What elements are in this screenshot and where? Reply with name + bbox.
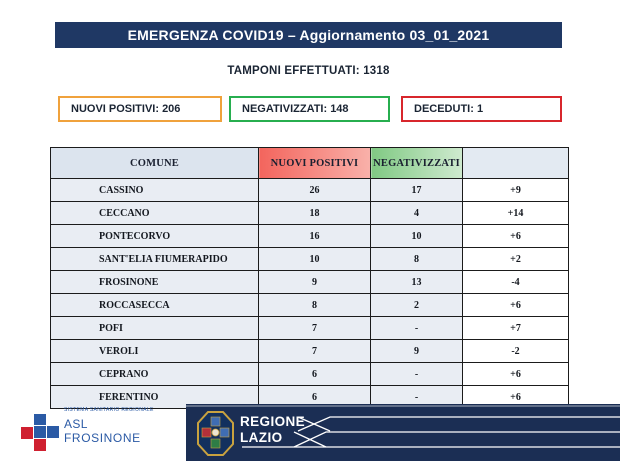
delta-cell: +7 xyxy=(463,317,569,340)
comune-cell: SANT'ELIA FIUMERAPIDO xyxy=(51,248,259,271)
comune-cell: FERENTINO xyxy=(51,386,259,409)
stat-box-deceduti xyxy=(401,96,562,122)
negativizzati-cell: 8 xyxy=(371,248,463,271)
comune-cell: POFI xyxy=(51,317,259,340)
asl-cross-icon xyxy=(20,413,60,455)
column-header-nuovi-positivi: NUOVI POSITIVI xyxy=(259,148,371,179)
column-header-delta xyxy=(463,148,569,179)
column-header-negativizzati: NEGATIVIZZATI xyxy=(371,148,463,179)
nuovi-positivi-cell: 7 xyxy=(259,340,371,363)
delta-cell: +14 xyxy=(463,202,569,225)
delta-cell: +6 xyxy=(463,363,569,386)
regione-name-line2: LAZIO xyxy=(240,430,283,445)
table-header-row xyxy=(51,148,569,179)
delta-cell: +2 xyxy=(463,248,569,271)
comune-cell: FROSINONE xyxy=(51,271,259,294)
stat-box-negativizzati xyxy=(229,96,390,122)
asl-tagline: SISTEMA SANITARIO REGIONALE xyxy=(64,407,154,413)
table-row xyxy=(51,294,569,317)
nuovi-positivi-cell: 6 xyxy=(259,386,371,409)
table-row xyxy=(51,179,569,202)
comune-cell: CEPRANO xyxy=(51,363,259,386)
delta-cell: +9 xyxy=(463,179,569,202)
nuovi-positivi-cell: 8 xyxy=(259,294,371,317)
comune-cell: CASSINO xyxy=(51,179,259,202)
comune-cell: ROCCASECCA xyxy=(51,294,259,317)
table-row xyxy=(51,363,569,386)
delta-cell: +6 xyxy=(463,225,569,248)
stat-box-negativizzati-label: NEGATIVIZZATI: 148 xyxy=(242,103,349,115)
negativizzati-cell: - xyxy=(371,363,463,386)
comune-cell: PONTECORVO xyxy=(51,225,259,248)
table-row xyxy=(51,271,569,294)
nuovi-positivi-cell: 10 xyxy=(259,248,371,271)
delta-cell: +6 xyxy=(463,386,569,409)
nuovi-positivi-cell: 16 xyxy=(259,225,371,248)
nuovi-positivi-cell: 6 xyxy=(259,363,371,386)
negativizzati-cell: 17 xyxy=(371,179,463,202)
negativizzati-cell: - xyxy=(371,386,463,409)
negativizzati-cell: 4 xyxy=(371,202,463,225)
regione-name-line1: REGIONE xyxy=(240,414,306,429)
table-row xyxy=(51,202,569,225)
table-row xyxy=(51,317,569,340)
nuovi-positivi-cell: 18 xyxy=(259,202,371,225)
comuni-table xyxy=(50,147,569,409)
comune-cell: CECCANO xyxy=(51,202,259,225)
delta-cell: +6 xyxy=(463,294,569,317)
negativizzati-cell: - xyxy=(371,317,463,340)
regione-decorative-lines xyxy=(186,404,620,461)
stat-box-nuovi-positivi-label: NUOVI POSITIVI: 206 xyxy=(71,103,181,115)
asl-name-line2: FROSINONE xyxy=(64,431,141,445)
comune-cell: VEROLI xyxy=(51,340,259,363)
tamponi-total-label: TAMPONI EFFETTUATI: 1318 xyxy=(227,65,390,77)
regione-lazio-banner xyxy=(186,404,620,461)
negativizzati-cell: 13 xyxy=(371,271,463,294)
delta-cell: -2 xyxy=(463,340,569,363)
asl-name-line1: ASL xyxy=(64,417,88,431)
stat-box-deceduti-label: DECEDUTI: 1 xyxy=(414,103,484,115)
column-header-comune: COMUNE xyxy=(51,148,259,179)
negativizzati-cell: 9 xyxy=(371,340,463,363)
delta-cell: -4 xyxy=(463,271,569,294)
nuovi-positivi-cell: 9 xyxy=(259,271,371,294)
nuovi-positivi-cell: 26 xyxy=(259,179,371,202)
negativizzati-cell: 2 xyxy=(371,294,463,317)
table-row xyxy=(51,225,569,248)
table-row xyxy=(51,340,569,363)
table-row xyxy=(51,248,569,271)
nuovi-positivi-cell: 7 xyxy=(259,317,371,340)
negativizzati-cell: 10 xyxy=(371,225,463,248)
stat-box-nuovi-positivi xyxy=(58,96,222,122)
page-title: EMERGENZA COVID19 – Aggiornamento 03_01_2021 xyxy=(55,22,562,48)
